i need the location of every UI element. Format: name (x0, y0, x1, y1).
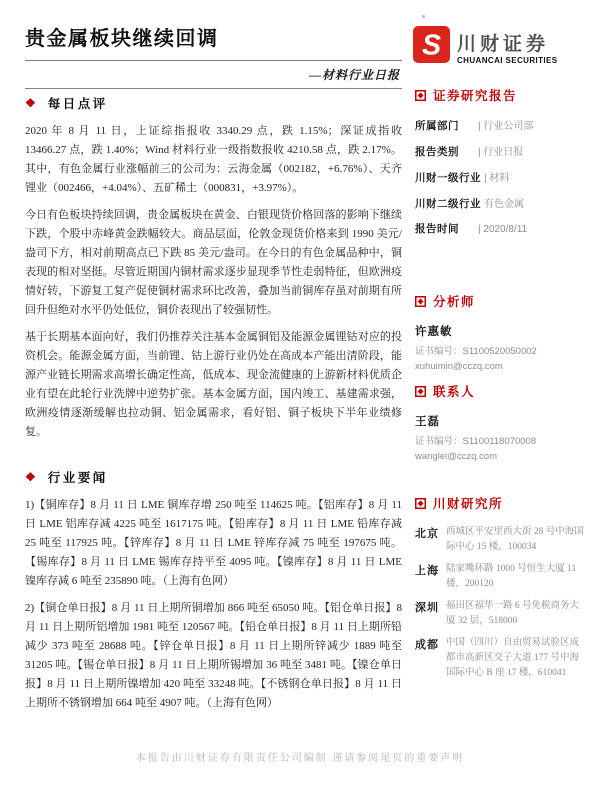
meta-label: 川财二级行业 (415, 199, 481, 210)
meta-value: | 行业日报 (478, 147, 524, 158)
daily-review-paragraph: 基于长期基本面向好，我们仍推荐关注基本金属铜铝及能源金属锂钴对应的投资机会。能源金属方面，当前锂、钴上游行业仍处在高成本产能出清阶段，能源产业链长期需求高增长确定性高，低成本、现金流健康的上游新材料优质企业有望在此轮行业洗牌中逆势扩张。基本金属方面，国内竣工、基建需求强，欧洲疫情逐渐缓解也拉动铜、铝金属需求，看好铝、铜子板块下半年业绩修复。 (25, 331, 402, 438)
contact-name: 王磊 (415, 416, 440, 428)
report-header (25, 22, 402, 89)
office-city: 深圳 (415, 602, 439, 614)
sidebar-header-contact (415, 382, 587, 400)
logo-text (457, 29, 558, 65)
seal-icon (415, 386, 426, 397)
seal-icon (415, 296, 426, 307)
analyst-cert-number: 证书编号：S1100520050002 (415, 346, 537, 357)
report-subtitle: —材料行业日报 (308, 68, 400, 82)
analyst-section-title: 分析师 (433, 295, 476, 309)
meta-label: 报告类别 (415, 147, 459, 158)
corner-dot (422, 15, 425, 18)
section-industry-news (25, 468, 402, 486)
section-daily-review-title: 每日点评 (47, 97, 108, 111)
footer-disclaimer: 本报告由川财证券有限责任公司编制 谨请参阅尾页的重要声明 (135, 753, 465, 764)
office-chengdu (415, 636, 587, 681)
office-address: 西城区平安里西大街 28 号中海国际中心 15 楼，100034 (446, 527, 584, 552)
contact-cert-number: 证书编号：S1100118070008 (415, 436, 537, 447)
meta-label: 川财一级行业 (415, 173, 481, 184)
institute-section (415, 494, 587, 681)
contact-section-title: 联系人 (433, 385, 476, 399)
logo-name-en: CHUANCAI SECURITIES (457, 56, 558, 65)
page-title: 贵金属板块继续回调 (25, 28, 219, 50)
sidebar-header-institute (415, 494, 587, 512)
office-city: 上海 (415, 565, 439, 577)
meta-value: | 2020/8/11 (478, 224, 528, 235)
chuancai-logo-icon (413, 26, 450, 68)
company-logo (413, 26, 558, 68)
sidebar-header-analyst (415, 292, 587, 310)
diamond-icon: ❖ (25, 469, 36, 484)
office-shenzhen (415, 599, 587, 629)
industry-news-item: 1)【铜库存】8 月 11 日 LME 铜库存增 250 吨至 114625 吨。【铝库存】8 月 11 日 LME 铝库存减 4225 吨至 1617175 吨。【铅库存】8 月 11 日 LME 铅库存减 25 吨至 117925 吨。【锌库存】8 月 11 日 LME 锌库存减 75 吨至 197675 吨。【锡库存】8 月 11 日 LME 锡库存持平至 4095 吨。【镍库存】8 月 11 日 LME 镍库存减 6 吨至 235890 吨。（上海有色网） (25, 499, 402, 587)
meta-label: 所属部门 (415, 121, 459, 132)
research-report-label: 证券研究报告 (433, 89, 518, 103)
meta-row-department (415, 117, 587, 133)
seal-icon (415, 90, 426, 101)
contact-section (415, 382, 587, 462)
meta-row-industry-l2 (415, 195, 587, 211)
contact-email: wanglei@cczq.com (415, 451, 497, 462)
meta-row-report-type (415, 143, 587, 159)
meta-row-report-date (415, 221, 587, 236)
meta-label: 报告时间 (415, 224, 459, 235)
office-beijing (415, 525, 587, 555)
meta-row-industry-l1 (415, 169, 587, 185)
analyst-card (415, 323, 587, 372)
analyst-name: 许惠敏 (415, 326, 453, 338)
logo-name-cn: 川财证券 (457, 34, 550, 55)
meta-value: | 行业公司部 (478, 121, 534, 132)
daily-review-paragraph: 今日有色板块持续回调，贵金属板块在黄金、白银现货价格回落的影响下继续下跌，个股中赤峰黄金跌幅较大。商品层面，伦敦金现货价格来到 1990 美元/盎司下方，相对前期高点已下跌 85 美元/盎司。在今日的有色金属品种中，铜表现的相对坚挺。尽管近期国内铜材需求逐步显现季节性走弱特征，但欧洲疫情好转，下游复工复产促使铜材需求环比改善，叠加当前铜库存虽对前期有所回升但绝对水平仍处低位，铜价表现出了较强韧性。 (25, 209, 402, 316)
main-column (25, 86, 402, 721)
section-industry-news-title: 行业要闻 (47, 471, 108, 485)
report-sidebar (415, 86, 587, 688)
sidebar-header-research-report (415, 86, 587, 104)
contact-card (415, 413, 587, 462)
office-shanghai (415, 562, 587, 592)
industry-news-item: 2)【铜仓单日报】8 月 11 日上期所铜增加 866 吨至 65050 吨。【铝仓单日报】8 月 11 日上期所铝增加 1981 吨至 120567 吨。【铅仓单日报】8 月 11 日上期所铅减少 373 吨至 28688 吨。【锌仓单日报】8 月 11 日上期所锌减少 1889 吨至 31205 吨。【锡仓单日报】8 月 11 日上期所锡增加 36 吨至 3481 吨。【镍仓单日报】8 月 11 日上期所镍增加 420 吨至 33248 吨。【不锈钢仓单日报】8 月 11 日上期所不锈钢增加 664 吨至 4907 吨。（上海有色网） (25, 602, 402, 709)
office-address: 福田区福华一路 6 号免税商务大厦 32 层，518000 (446, 601, 580, 626)
office-address: 中国（四川）自由贸易试验区成都市高新区交子大道 177 号中海国际中心 B 座 17 楼，610041 (446, 638, 580, 678)
diamond-icon: ❖ (25, 95, 36, 110)
meta-value: | 材料 (484, 173, 510, 184)
analyst-email: xuhuimin@cczq.com (415, 361, 503, 372)
svg-text:S: S (421, 29, 442, 62)
section-daily-review (25, 94, 402, 112)
office-city: 成都 (415, 639, 439, 651)
seal-icon (415, 498, 426, 509)
office-city: 北京 (415, 528, 439, 540)
daily-review-paragraph: 2020 年 8 月 11 日，上证综指报收 3340.29 点，跌 1.15%；深证成指收 13466.27 点，跌 1.40%；Wind 材料行业一级指数报收 4210.58 点，跌 2.17%。其中，有色金属行业涨幅前三的公司为：云海金属（002182，+6.76%）、天齐锂业（002466，+4.04%）、五矿稀土（000831，+3.97%）。 (25, 125, 402, 194)
analyst-section (415, 292, 587, 372)
office-address: 陆家嘴环路 1000 号恒生大厦 11 楼，200120 (446, 564, 577, 589)
meta-value: 有色金属 (484, 199, 524, 210)
institute-section-title: 川财研究所 (433, 497, 504, 511)
